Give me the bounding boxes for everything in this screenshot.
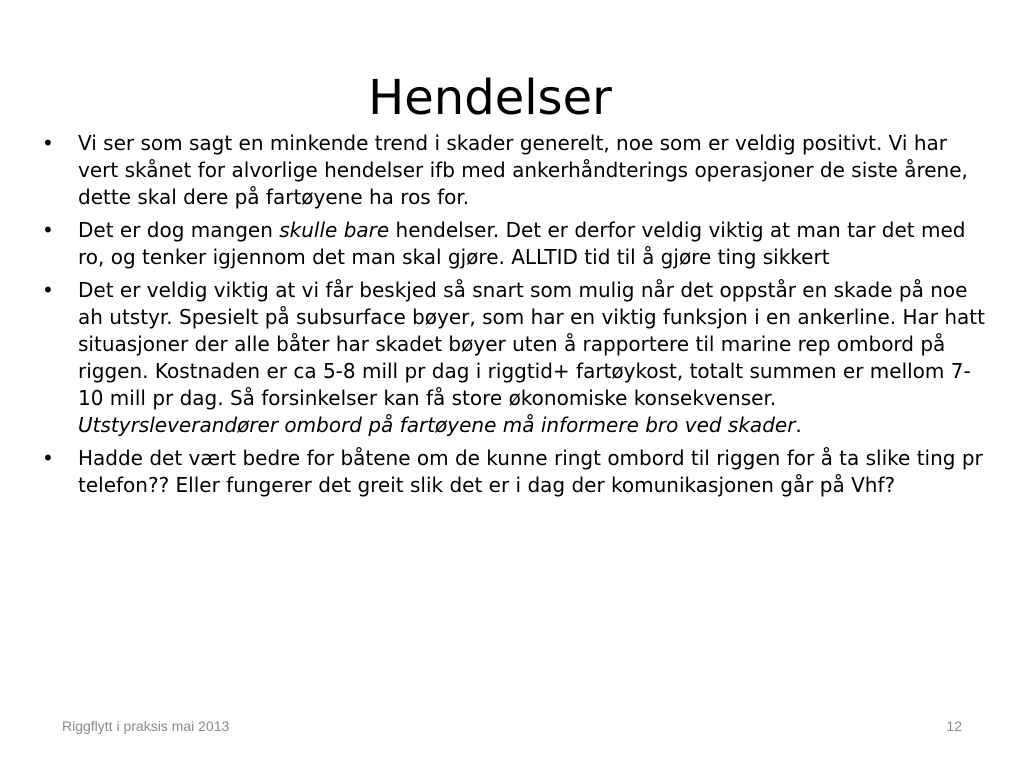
- bullet-icon: •: [42, 446, 54, 470]
- bullet-text: [78, 217, 990, 271]
- emphasized-phrase: skulle bare: [279, 218, 390, 242]
- bullet-list: [40, 130, 990, 505]
- bullet-icon: •: [42, 218, 54, 242]
- slide-number: 12: [946, 718, 962, 734]
- bullet-text-main: Det er veldig viktig at vi får beskjed så snart som mulig når det oppstår en skade på noe ah utstyr. Spesielt på subsurface bøyer, som har en viktig funksjon i en ankerline. Har hatt situasjoner der alle båter har skadet bøyer uten å rapportere til marine rep ombord på riggen. Kostnaden er ca 5-8 mill pr dag i riggtid+ fartøykost, totalt summen er mellom 7-10 mill pr dag. Så forsinkelser kan få store økonomiske konsekvenser.: [78, 278, 985, 410]
- footer-label: Riggflytt i praksis mai 2013: [62, 718, 230, 734]
- bullet-icon: •: [42, 131, 54, 155]
- bullet-text: Vi ser som sagt en minkende trend i skader generelt, noe som er veldig positivt. Vi har vert skånet for alvorlige hendelser ifb med ankerhåndterings operasjoner de siste årene, dette skal dere på fartøyene ha ros for.: [78, 131, 968, 209]
- bullet-text-tail: hendelser. Det er derfor veldig viktig at man tar det med ro, og tenker igjennom det man skal gjøre. ALLTID tid til å gjøre ting sikkert: [78, 218, 966, 269]
- bullet-text: [78, 277, 990, 439]
- bullet-item-3: [40, 277, 990, 439]
- bullet-item-1: [40, 130, 990, 211]
- slide-title: Hendelser: [368, 70, 612, 126]
- emphasized-sentence: Utstyrsleverandører ombord på fartøyene må informere bro ved skader: [78, 413, 796, 437]
- bullet-text-lead: Det er dog mangen: [78, 218, 280, 242]
- bullet-item-4: [40, 445, 990, 499]
- bullet-text: Hadde det vært bedre for båtene om de kunne ringt ombord til riggen for å ta slike ting pr telefon?? Eller fungerer det greit slik det er i dag der komunikasjonen går på Vhf?: [78, 446, 983, 497]
- bullet-item-2: [40, 217, 990, 271]
- bullet-icon: •: [42, 278, 54, 302]
- bullet-text-period: .: [795, 413, 802, 437]
